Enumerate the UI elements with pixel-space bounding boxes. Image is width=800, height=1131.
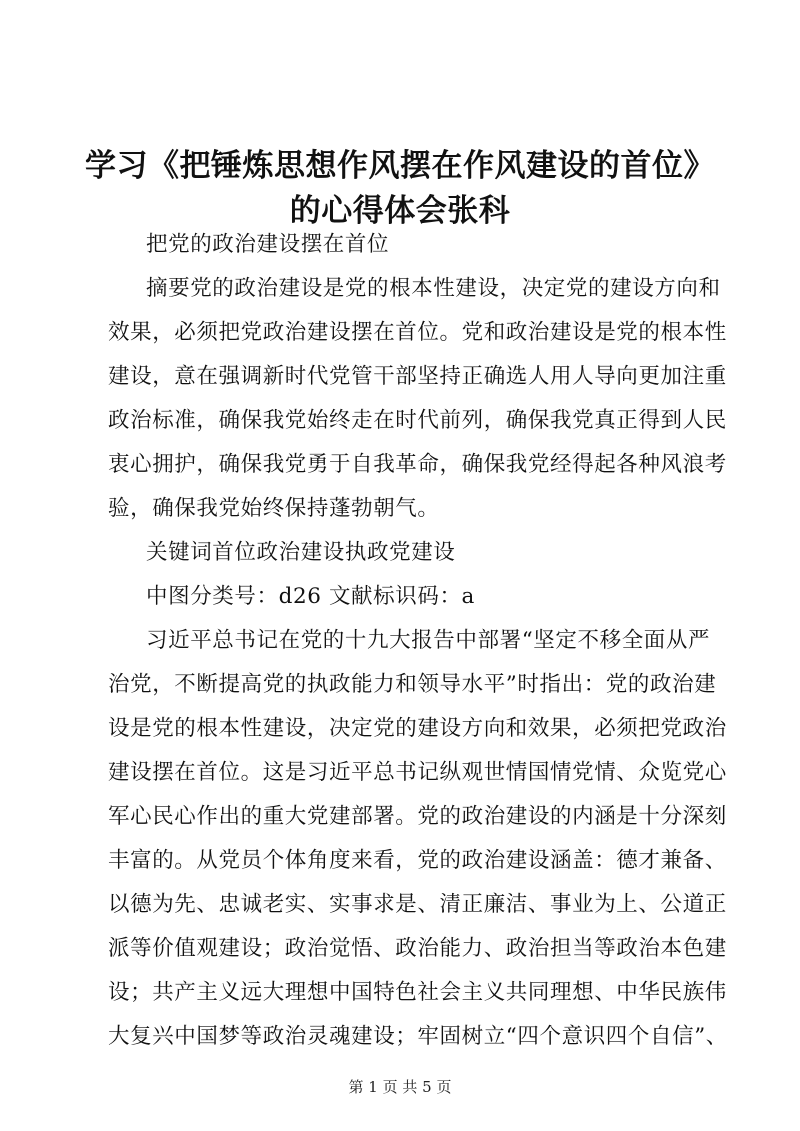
abstract-line: 摘要党的政治建设是党的根本性建设，决定党的建设方向和 bbox=[146, 276, 721, 301]
abstract-line: 效果，必须把党政治建设摆在首位。党和政治建设是党的根本性 bbox=[108, 320, 727, 345]
body-line: 丰富的。从党员个体角度来看，党的政治建设涵盖：德才兼备、 bbox=[108, 848, 727, 873]
body-line: 设是党的根本性建设，决定党的建设方向和效果，必须把党政治 bbox=[108, 716, 727, 741]
body-line: 建设摆在首位。这是习近平总书记纵观世情国情党情、众览党心 bbox=[108, 760, 727, 785]
classification-line: 中图分类号：d26 文献标识码：a bbox=[146, 584, 475, 609]
body-line: 军心民心作出的重大党建部署。党的政治建设的内涵是十分深刻 bbox=[108, 804, 727, 829]
abstract-line: 衷心拥护，确保我党勇于自我革命，确保我党经得起各种风浪考 bbox=[108, 452, 727, 477]
body-line: 设；共产主义远大理想中国特色社会主义共同理想、中华民族伟 bbox=[108, 980, 727, 1005]
body-line: 以德为先、忠诚老实、实事求是、清正廉洁、事业为上、公道正 bbox=[108, 892, 727, 917]
document-title-line-1: 学习《把锤炼思想作风摆在作风建设的首位》 bbox=[85, 148, 715, 184]
keywords-line: 关键词首位政治建设执政党建设 bbox=[146, 540, 456, 565]
body-line: 习近平总书记在党的十九大报告中部署“坚定不移全面从严 bbox=[146, 628, 711, 653]
abstract-line: 政治标准，确保我党始终走在时代前列，确保我党真正得到人民 bbox=[108, 408, 727, 433]
body-line: 治党，不断提高党的执政能力和领导水平”时指出：党的政治建 bbox=[108, 672, 717, 697]
body-line: 大复兴中国梦等政治灵魂建设；牢固树立“四个意识四个自信”、 bbox=[108, 1024, 728, 1049]
section-heading: 把党的政治建设摆在首位 bbox=[146, 232, 390, 257]
abstract-line: 建设，意在强调新时代党管干部坚持正确选人用人导向更加注重 bbox=[108, 364, 727, 389]
page-number-footer: 第 1 页 共 5 页 bbox=[348, 1078, 452, 1096]
document-title-line-2: 的心得体会张科 bbox=[289, 193, 511, 229]
abstract-line: 验，确保我党始终保持蓬勃朝气。 bbox=[108, 496, 440, 521]
body-line: 派等价值观建设；政治觉悟、政治能力、政治担当等政治本色建 bbox=[108, 936, 727, 961]
